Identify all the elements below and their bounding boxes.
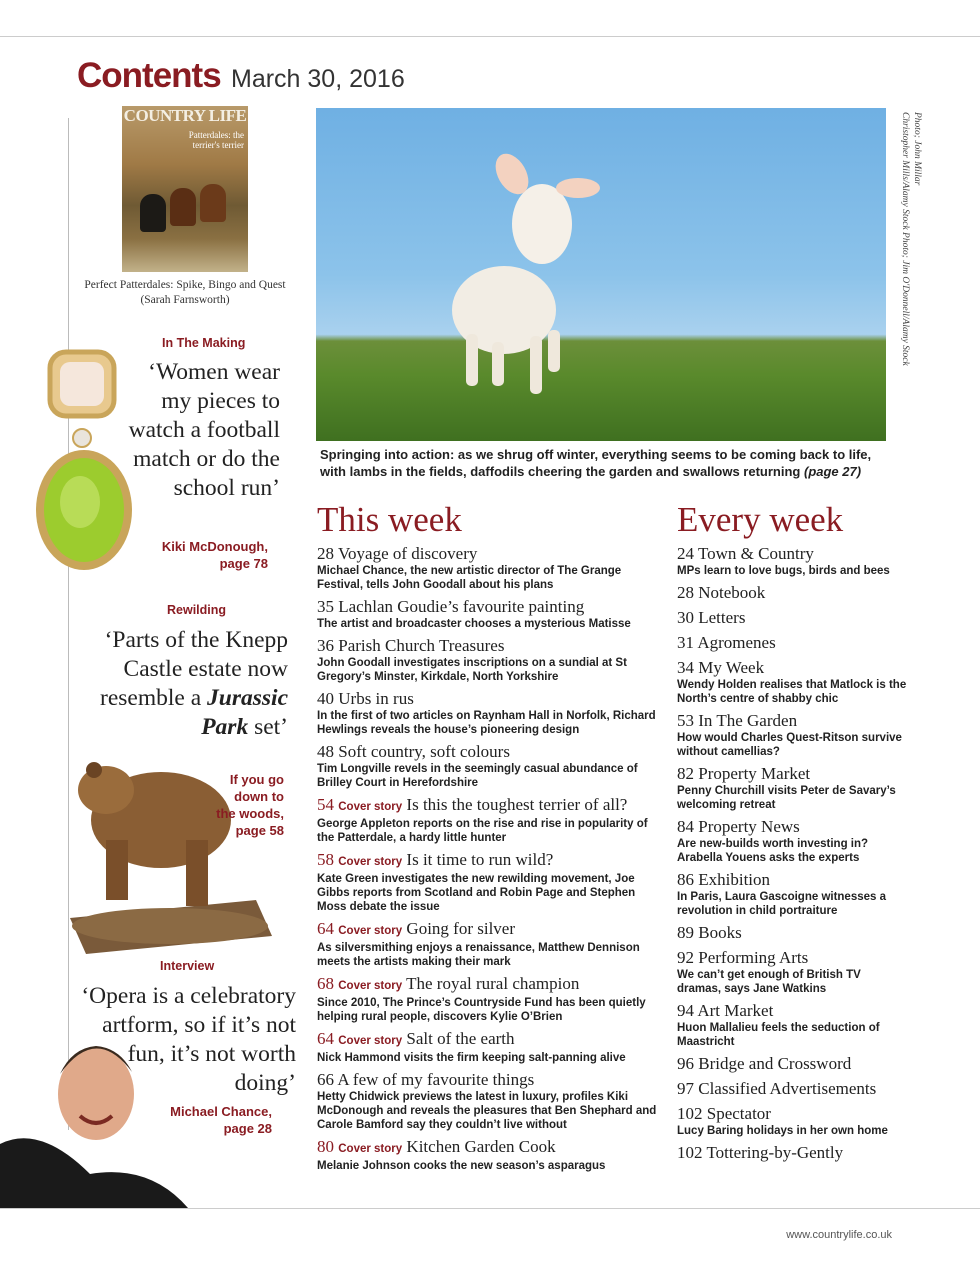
- page-number: 96: [677, 1054, 694, 1073]
- cover-story-label: Cover story: [338, 980, 403, 992]
- article-description: Are new-builds worth investing in? Arabella Youens asks the experts: [677, 838, 869, 864]
- attrib-making: Kiki McDonough, page 78: [161, 539, 268, 571]
- page-number: 89: [677, 923, 694, 942]
- dog-figure: [200, 184, 226, 222]
- lamb-figure: [316, 108, 886, 441]
- toc-item[interactable]: [677, 1079, 907, 1099]
- page-number: 64: [317, 919, 334, 938]
- every-week-list: [677, 544, 907, 1168]
- article-description: Lucy Baring holidays in her own home: [677, 1125, 888, 1137]
- article-description: MPs learn to love bugs, birds and bees: [677, 565, 890, 577]
- article-description: George Appleton reports on the rise and rise in popularity of the Patterdale, a hardy little hunter: [317, 818, 648, 844]
- toc-item[interactable]: [317, 636, 657, 684]
- article-description: Wendy Holden realises that Matlock is the North’s centre of shabby chic: [677, 679, 907, 705]
- page-number: 53: [677, 711, 694, 730]
- toc-item[interactable]: [677, 633, 907, 653]
- toc-item[interactable]: [317, 850, 657, 914]
- bottom-rule: [0, 1208, 980, 1209]
- toc-item[interactable]: [677, 817, 907, 865]
- article-title: Classified Advertisements: [698, 1079, 877, 1098]
- page-number: 68: [317, 974, 334, 993]
- page-number: 40: [317, 689, 334, 708]
- article-description: Nick Hammond visits the firm keeping salt-panning alive: [317, 1052, 626, 1064]
- article-title: A few of my favourite things: [337, 1070, 535, 1089]
- article-description: Since 2010, The Prince’s Countryside Fund has been quietly helping rural people, discovers Kylie O’Brien: [317, 997, 646, 1023]
- article-title: Voyage of discovery: [337, 544, 478, 563]
- article-title: Notebook: [698, 583, 766, 602]
- kicker-rewilding: Rewilding: [167, 603, 227, 617]
- page-number: 84: [677, 817, 694, 836]
- article-title: Kitchen Garden Cook: [406, 1137, 556, 1156]
- toc-heading: [317, 597, 657, 617]
- article-description: In Paris, Laura Gascoigne witnesses a revolution in child portraiture: [677, 891, 887, 917]
- toc-item[interactable]: [317, 1070, 657, 1132]
- toc-heading: [677, 1001, 907, 1021]
- page-number: 94: [677, 1001, 694, 1020]
- heading-every-week: Every week: [677, 500, 844, 539]
- toc-heading: [677, 544, 907, 564]
- cover-story-label: Cover story: [338, 1035, 403, 1047]
- lamb-photo: [316, 108, 886, 441]
- article-title: Going for silver: [406, 919, 516, 938]
- toc-heading: [677, 583, 907, 603]
- toc-heading: [677, 923, 907, 943]
- toc-item[interactable]: [677, 608, 907, 628]
- article-description: Huon Mallalieu feels the seduction of Maastricht: [677, 1022, 880, 1048]
- cover-caption: Perfect Patterdales: Spike, Bingo and Quest (Sarah Farnsworth): [84, 279, 286, 306]
- page-number: 66: [317, 1070, 334, 1089]
- article-title: Salt of the earth: [406, 1029, 515, 1048]
- toc-heading: [677, 1054, 907, 1074]
- article-title: Town & Country: [697, 544, 814, 563]
- toc-item[interactable]: [677, 948, 907, 996]
- page-number: 31: [677, 633, 694, 652]
- toc-heading: [677, 1143, 907, 1163]
- toc-item[interactable]: [317, 742, 657, 790]
- toc-heading: [317, 1070, 657, 1090]
- toc-item[interactable]: [677, 923, 907, 943]
- toc-heading: [677, 764, 907, 784]
- article-description: We can’t get enough of British TV dramas, says Jane Watkins: [677, 969, 861, 995]
- attrib-interview: Michael Chance, page 28: [170, 1104, 272, 1136]
- article-title: Tottering-by-Gently: [706, 1143, 844, 1162]
- toc-heading: [317, 1029, 657, 1051]
- kicker-in-the-making: In The Making: [162, 336, 246, 350]
- article-description: Kate Green investigates the new rewilding movement, Joe Gibbs reports from Scotland and Robin Page and Stephen Moss debate the issue: [317, 873, 636, 913]
- article-title: The royal rural champion: [406, 974, 580, 993]
- top-rule: [0, 36, 980, 37]
- page-number: 92: [677, 948, 694, 967]
- article-title: Art Market: [697, 1001, 774, 1020]
- toc-heading: [677, 948, 907, 968]
- toc-heading: [317, 544, 657, 564]
- article-title: Exhibition: [698, 870, 771, 889]
- toc-item[interactable]: [677, 870, 907, 918]
- article-description: John Goodall investigates inscriptions on a sundial at St Gregory’s Minster, Kirkdale, North Yorkshire: [317, 657, 627, 683]
- article-description: The artist and broadcaster chooses a mysterious Matisse: [317, 618, 631, 630]
- page-number: 24: [677, 544, 694, 563]
- toc-heading: [317, 795, 657, 817]
- page-number: 54: [317, 795, 334, 814]
- left-rule: [68, 118, 69, 1130]
- toc-item[interactable]: [677, 1001, 907, 1049]
- photo-caption: Springing into action: as we shrug off winter, everything seems to be coming back to life, with lambs in the fields, daffodils cheering the garden and swallows returning (page 27): [320, 447, 872, 479]
- article-title: Agromenes: [697, 633, 776, 652]
- page-number: 36: [317, 636, 334, 655]
- toc-item[interactable]: [317, 1137, 657, 1173]
- quote-interview: ‘Opera is a celebratory artform, so if it’s not fun, it’s not worth doing’: [81, 983, 296, 1096]
- issue-date: March 30, 2016: [231, 65, 405, 93]
- dog-figure: [170, 188, 196, 226]
- page-number: 86: [677, 870, 694, 889]
- cover-story-label: Cover story: [338, 1143, 403, 1155]
- article-description: How would Charles Quest-Ritson survive without camellias?: [677, 732, 902, 758]
- heading-this-week: This week: [317, 500, 462, 539]
- article-title: Soft country, soft colours: [338, 742, 510, 761]
- page-number: 82: [677, 764, 694, 783]
- toc-heading: [677, 608, 907, 628]
- toc-item[interactable]: [677, 1104, 907, 1138]
- article-description: Penny Churchill visits Peter de Savary’s welcoming retreat: [677, 785, 896, 811]
- toc-heading: [317, 742, 657, 762]
- cover-line: Patterdales: the terrier's terrier: [188, 130, 244, 150]
- page-title: Contents: [77, 56, 221, 95]
- toc-item[interactable]: [317, 544, 657, 592]
- kicker-interview: Interview: [160, 959, 215, 973]
- article-description: Hetty Chidwick previews the latest in luxury, profiles Kiki McDonough and reveals the pleasures that Ben Shephard and Carole Bamford say they couldn’t live without: [317, 1091, 657, 1131]
- page-number: 102: [677, 1143, 703, 1162]
- article-title: My Week: [698, 658, 765, 677]
- page-number: 80: [317, 1137, 334, 1156]
- page-number: 64: [317, 1029, 334, 1048]
- toc-heading: [677, 870, 907, 890]
- page-number: 35: [317, 597, 334, 616]
- toc-heading: [317, 974, 657, 996]
- toc-heading: [317, 850, 657, 872]
- article-title: Is it time to run wild?: [406, 850, 554, 869]
- page-number: 28: [317, 544, 334, 563]
- cover-story-label: Cover story: [338, 925, 403, 937]
- toc-heading: [317, 689, 657, 709]
- toc-heading: [317, 919, 657, 941]
- article-title: Books: [698, 923, 742, 942]
- article-title: Bridge and Crossword: [698, 1054, 852, 1073]
- photo-credit: Christopher Mills/Alamy Stock Photo; Jim O'Donnell/Alamy Stock Photo; John Millar: [900, 112, 922, 366]
- toc-heading: [317, 1137, 657, 1159]
- article-description: Tim Longville revels in the seemingly casual abundance of Brilley Court in Herefordshire: [317, 763, 638, 789]
- toc-heading: [677, 711, 907, 731]
- toc-heading: [317, 636, 657, 656]
- page-number: 30: [677, 608, 694, 627]
- article-title: Parish Church Treasures: [338, 636, 505, 655]
- article-title: Property Market: [698, 764, 811, 783]
- page-number: 58: [317, 850, 334, 869]
- toc-item[interactable]: [317, 974, 657, 1024]
- article-title: Is this the toughest terrier of all?: [406, 795, 628, 814]
- page-number: 102: [677, 1104, 703, 1123]
- dog-figure: [140, 194, 166, 232]
- cover-story-label: Cover story: [338, 856, 403, 868]
- toc-item[interactable]: [677, 583, 907, 603]
- article-description: Melanie Johnson cooks the new season’s asparagus: [317, 1160, 606, 1172]
- article-title: Letters: [698, 608, 746, 627]
- toc-item[interactable]: [677, 1054, 907, 1074]
- article-title: In The Garden: [698, 711, 798, 730]
- toc-item[interactable]: [677, 658, 907, 706]
- toc-heading: [677, 658, 907, 678]
- attrib-rewilding: If you go down to the woods, page 58: [216, 772, 284, 838]
- article-description: Michael Chance, the new artistic director of The Grange Festival, tells John Goodall about his plans: [317, 565, 622, 591]
- toc-item[interactable]: [317, 597, 657, 631]
- toc-item[interactable]: [317, 919, 657, 969]
- toc-item[interactable]: [317, 795, 657, 845]
- article-description: As silversmithing enjoys a renaissance, Matthew Dennison meets the artists making their mark: [317, 942, 640, 968]
- cover-masthead: COUNTRY LIFE: [123, 106, 247, 125]
- cover-story-label: Cover story: [338, 801, 403, 813]
- toc-heading: [677, 633, 907, 653]
- toc-item[interactable]: [677, 764, 907, 812]
- page-number: 48: [317, 742, 334, 761]
- article-title: Lachlan Goudie’s favourite painting: [338, 597, 585, 616]
- toc-item[interactable]: [677, 1143, 907, 1163]
- toc-item[interactable]: [317, 689, 657, 737]
- page-number: 34: [677, 658, 694, 677]
- this-week-list: [317, 544, 657, 1178]
- article-title: Performing Arts: [698, 948, 809, 967]
- page-number: 28: [677, 583, 694, 602]
- footer-url[interactable]: www.countrylife.co.uk: [786, 1229, 892, 1241]
- article-title: Urbs in rus: [338, 689, 414, 708]
- article-title: Spectator: [706, 1104, 771, 1123]
- quote-rewilding: ‘Parts of the Knepp Castle estate now resemble a Jurassic Park set’: [100, 627, 288, 740]
- magazine-cover[interactable]: [122, 106, 248, 272]
- article-title: Property News: [698, 817, 800, 836]
- page-number: 97: [677, 1079, 694, 1098]
- toc-heading: [677, 1104, 907, 1124]
- toc-item[interactable]: [677, 544, 907, 578]
- toc-heading: [677, 1079, 907, 1099]
- article-description: In the first of two articles on Raynham Hall in Norfolk, Richard Hewlings reveals the house’s pioneering design: [317, 710, 656, 736]
- quote-making: ‘Women wear my pieces to watch a football match or do the school run’: [128, 359, 280, 501]
- toc-heading: [677, 817, 907, 837]
- toc-item[interactable]: [317, 1029, 657, 1065]
- toc-item[interactable]: [677, 711, 907, 759]
